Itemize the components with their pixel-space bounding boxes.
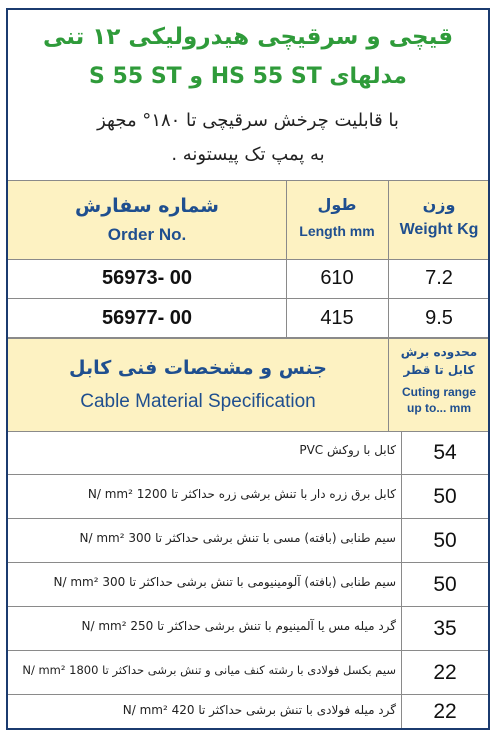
length-header-en: Length mm <box>299 223 375 239</box>
length-value: 610 <box>320 267 354 289</box>
order-header-fa: شماره سفارش <box>75 195 219 217</box>
spec-row <box>8 431 488 475</box>
header <box>8 10 488 180</box>
spec-row <box>8 651 488 695</box>
spec-row <box>8 475 488 519</box>
column-divider <box>388 181 389 259</box>
spec-row <box>8 563 488 607</box>
weight-value: 9.5 <box>425 307 453 329</box>
product-title: قیچی و سرقیچی هیدرولیکی ۱۲ تنی <box>42 24 454 50</box>
cutting-range-value: 35 <box>401 607 488 650</box>
weight-value: 7.2 <box>425 267 453 289</box>
range-header-fa-2: کابل تا قطر <box>403 363 475 377</box>
order-number: 56977- 00 <box>101 307 193 329</box>
spec-title-en: Cable Material Specification <box>80 391 316 412</box>
cutting-range-value: 50 <box>401 563 488 606</box>
spec-description: سیم طنابی (بافته) آلومینیومی با تنش برشی حداکثر تا 300 N/ mm² <box>53 575 396 589</box>
cutting-range-value: 54 <box>401 431 488 474</box>
column-divider <box>286 181 287 259</box>
spec-sheet <box>6 8 490 730</box>
spec-row <box>8 695 488 728</box>
spec-row <box>8 607 488 651</box>
description-line-1: با قابلیت چرخش سرقیچی تا ۱۸۰° مجهز <box>97 110 399 131</box>
range-header-fa-1: محدوده برش <box>400 345 478 359</box>
spec-title-fa: جنس و مشخصات فنی کابل <box>68 357 327 379</box>
spec-description: سیم طنابی (بافته) مسی با تنش برشی حداکثر تا 300 N/ mm² <box>79 531 396 545</box>
cutting-range-value: 50 <box>401 519 488 562</box>
spec-row <box>8 519 488 563</box>
spec-description: گرد میله فولادی با تنش برشی حداکثر تا 420 N/ mm² <box>122 703 396 717</box>
spec-description: گرد میله مس یا آلمینیوم با تنش برشی حداکثر تا 250 N/ mm² <box>81 619 396 633</box>
spec-description: کابل برق زره دار با تنش برشی زره حداکثر تا 1200 N/ mm² <box>87 487 396 501</box>
order-row <box>8 259 488 299</box>
length-header-fa: طول <box>317 195 357 214</box>
length-value: 415 <box>320 307 354 329</box>
order-number: 56973- 00 <box>101 267 193 289</box>
spec-description: سیم بکسل فولادی با رشته کنف میانی و تنش برشی حداکثر تا 1800 N/ mm² <box>22 663 396 677</box>
description-line-2: به پمپ تک پیستونه . <box>171 144 325 165</box>
spec-table-header <box>8 338 488 432</box>
spec-description: کابل با روکش PVC <box>299 443 396 457</box>
weight-header-en: Weight Kg <box>399 221 479 238</box>
weight-header-fa: وزن <box>422 195 456 214</box>
range-header-en-1: Cuting range <box>402 385 476 399</box>
cutting-range-value: 22 <box>401 695 488 728</box>
range-header-en-2: up to... mm <box>407 401 471 415</box>
order-row <box>8 299 488 338</box>
cutting-range-value: 22 <box>401 651 488 694</box>
order-header-en: Order No. <box>107 225 187 244</box>
models-title: مدلهای HS 55 ST و S 55 ST <box>89 64 407 89</box>
order-table-header <box>8 180 488 260</box>
cutting-range-value: 50 <box>401 475 488 518</box>
